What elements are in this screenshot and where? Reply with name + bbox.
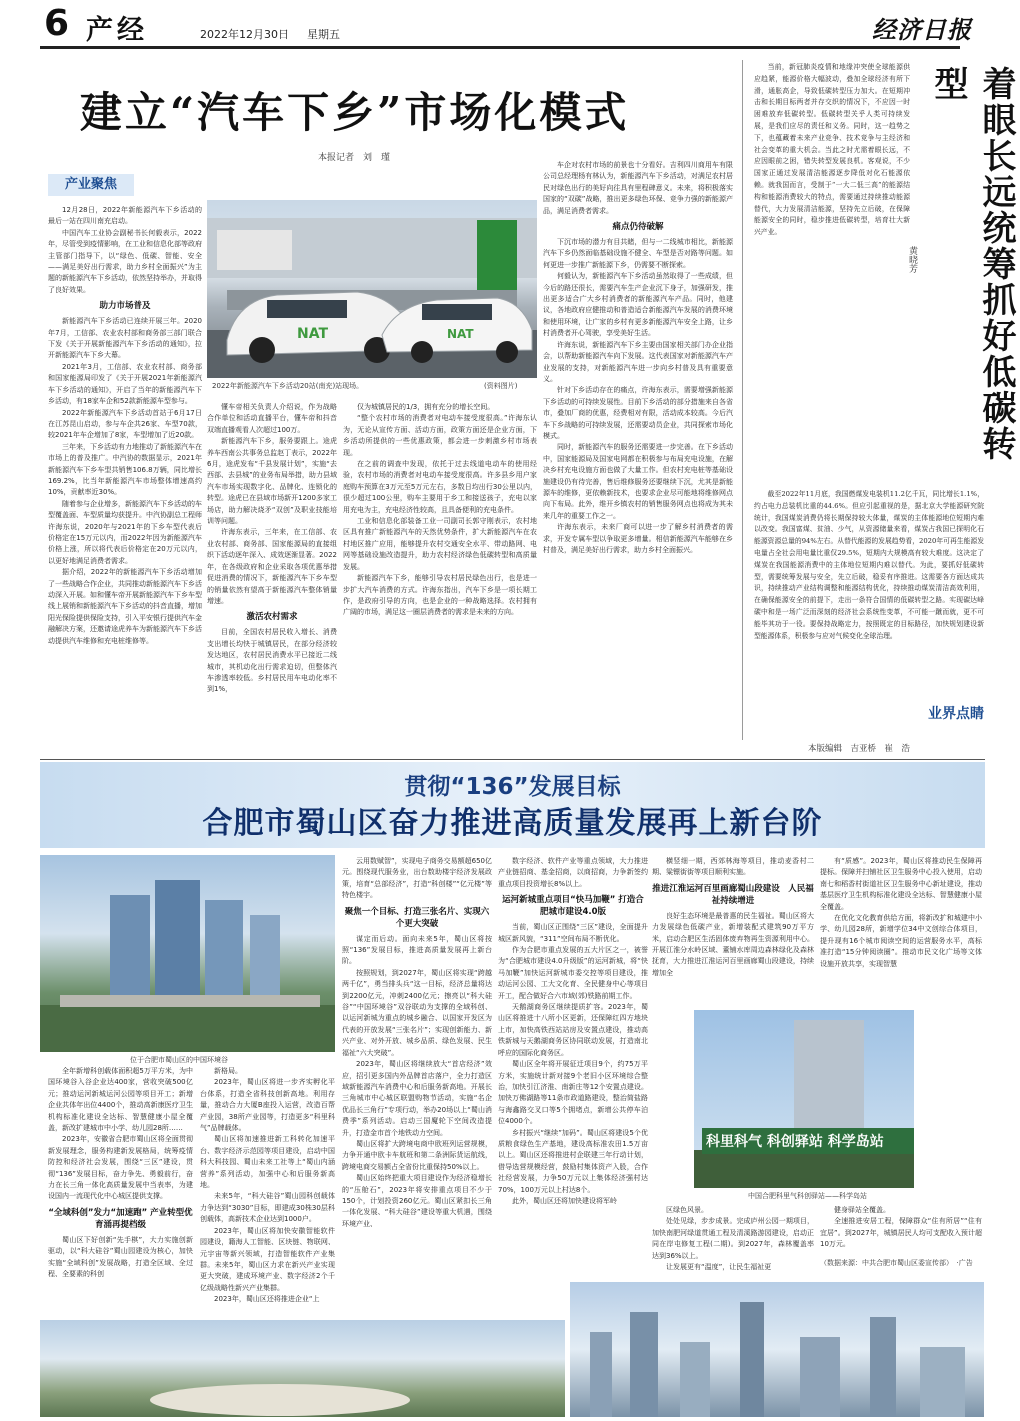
park-illustration [40,1320,565,1417]
article-paragraph: 乡村振兴“继续”加码”。蜀山区将建设5个优质粮食绿色生产基地，建设高标准农田1.5万亩以上。蜀山区还将推进村企联建三年行动计划，借导选营规模经营，鼓励村集体资产入股，合作社经营发展，力争50万元以上集体经济强村达70%，100万元以上村达8个。 [498,1128,648,1194]
article-paragraph: 2023年，安徽省合肥市蜀山区将全面贯彻新发展理念，服务构建新发展格局，统筹疫情防控和经济社会发展，围绕“三区”建设，贯彻“136”发展目标，奋力争先、勇毅前行，奋力在长三角一体化高质量发展中当表率，为建设国内一流现代化中心城区提供支撑。 [48,1135,193,1201]
article-subheading: “全域科创”发力“加速跑” 产业转型优育涌再提档级 [48,1207,193,1230]
article-paragraph: 同时，新能源汽车的服务还需要进一步完善。在下乡活动中，国家能源局及国家电网都在积极参与布局充电设施，在解决乡村充电设施方面也做了大量工作。但农村充电桩等基础设施建设仍有待完善，售后维修服务还要继续下沉，尤其是新能源车的维修，更依赖新技术，也要求企业尽可能地将维修网点向下布局。此外，维开乡镇农村的销售服务网点也将成为其未来几年的重要工作之一。 [543,443,733,520]
science-island-caption: 中国合肥科里气科创驿站——科学岛站 [748,1192,867,1200]
ad-col-2 [200,1066,335,1318]
article-paragraph: 2023年，蜀山区将加快安徽智能软件园建设，籍海人工智能、区块链、物联网、元宇宙等新兴领域，打造智能软件产业集群。未来5年，蜀山区力求在新兴产业实现更大突破，建成环境产业、数字经济2个千亿级战略性新兴产业集群。 [200,1226,335,1292]
article-paragraph: 12月28日，2022年新能源汽车下乡活动的最后一站在四川南充启动。 [48,206,202,226]
lead-col-4 [543,160,733,755]
article-paragraph: 新能源汽车下乡，服务要跟上。途虎养车西南公共事务总监赵丁表示，2022年6月，途虎发布“千县发展计划”，实施“去西部、去县城”的业务布局举措，助力县域汽车市场实现数字化、品牌化、连锁化的转型。途虎已在县域市场新开1200多家工场店，助力解决烧矛“双创”及职业技能培训等问题。 [207,437,337,526]
section-name: 产经 [86,15,148,46]
article-paragraph: 仅为城镇居民的1/3，拥有充分的增长空间。 [357,403,495,411]
article-paragraph: 当前，蜀山区正围绕“三区”建设，全面提升城区新风貌，“311”空间布局不断优化。 [498,923,648,943]
article-paragraph: 2023年，蜀山区还将推进企业“上 [214,1295,320,1304]
article-paragraph: 横竖细一期，西郊林海等项目，推动麦香村二期、粱镖街街等项目顺利实施。 [652,857,814,877]
article-paragraph: 随着参与企业增多，新能源汽车下乡活动的车型覆盖面、车型质量均获提升。中汽协副总工程师许海东说，2020年与2021年的下乡车型代表后价格定在15万元以内，而2022年因为新能源汽车价格上涨，所以将代表后价格定在20万元以内，以更好地满足消费者需求。 [48,499,202,565]
article-paragraph: 何毅认为，新能源汽车下乡活动虽然取得了一些成绩，但今后的路还很长，需要汽车生产企业沉下身子，加强研发，推出更多适合广大乡村消费者的新能源汽车产品。同时，他建议，各地政府应健推动和普造适合新能源汽车发展的消费环境和使用环境，让广家的乡村有更多新能源汽车安全上路，让乡村消费者开心驾驶，享受美好生活。 [543,272,733,338]
environment-valley-caption: 位于合肥市蜀山区的中国环境谷 [130,1056,228,1064]
commentary-bottom-paragraph: 截至2022年11月底，我国燃煤发电装机11.2亿千瓦，同比增长1.1%，约占电力总装机比重的44.6%。但应引起重视的是，据北京大学能源研究院统计，我国煤炭消费仍将长期保持较大体量，煤炭的主体能源地位短期内难以改变。我国富煤、贫油、少气，从资源储量来看，煤炭占我国已探明化石能源资源总量的94%左右。从替代能源的发展趋势看，2020年可再生能源发电量占全社会用电量比重仅29.5%，短期内大规模高有较大难度。这决定了煤炭在我国能源消费中的主体地位短期内难以替代。为此，要抓好低碳转型，需要统筹发展与安全，先立后破，稳妥有序推进。这需要各方面达成共识，持续推动产业结构调整和能源结构优化，持续推动煤炭清洁高效利用，在确保能源安全的前提下，走出一条符合国情的低碳转型之路。实现碳达峰碳中和是一场广泛而深刻的经济社会系统性变革，不可能一蹴而就，更不可能毕其功于一役。要保持战略定力，按照既定的目标路径，加快规划建设新型能源体系，积极参与应对气候变化全球治理。 [754,490,984,640]
ad-col-4 [498,856,648,1318]
ev-cars-illustration [207,200,537,378]
article-paragraph: 谋定而后动。面向未来5年，蜀山区将按照“136”发展目标，推进高质量发展再上新台阶。 [342,934,492,966]
lead-photo-credit: (资料图片) [484,382,518,390]
article-subheading: 运河新城重点项目“快马加鞭” 打造合肥城市建设4.0版 [502,895,644,918]
article-paragraph: 此外，蜀山区还将加快建设将军岭 [512,1196,617,1205]
ad-banner [40,762,985,848]
column-divider [742,60,743,740]
section-rule [40,759,985,760]
article-paragraph: 良好生态环境是最普惠的民生福祉。蜀山区将大力发展绿色低碳产业，新增装配式建筑90万平方米，启动合肥区生活固体废弃物再生资源利用中心。开展江淮分水岭区域、董铺水库周边森林绿化及森林抚育，大力推进江淮运河百里画廊蜀山段建设，持续增加全 [652,911,814,977]
article-paragraph: 下沉市场的潜力有目共睹，但与一二线城市相比，新能源汽车下乡仍然面临基础设施不健全、车型是否对路等问题。如何更进一步推广新能源下乡，仍需要不断探索。 [543,238,733,269]
article-paragraph: 许海东表示，未来厂商可以进一步了解乡村消费者的需求，开发专属车型以争取更多增量。相信新能源汽车能够在乡村普及，满足美好出行需求，助力乡村全面振兴。 [543,523,733,554]
lead-col-1 [48,205,202,755]
article-paragraph: 在优化文化教育供给方面，将新改扩和城建中小学、幼儿园28所，新增学位34中文创综合体项目，提升现有16个城市阅读空间的运营服务水平，高标准打造“15分钟阅读圈”。推动市民文化广场等文体设施开放共享，实现智慧 [820,914,982,968]
lead-photo [207,200,537,378]
article-paragraph: 2023年，蜀山区将继续放大“首店经济”效应，招引更多国内外品牌首店落户，全力打造区域新能源汽车消费中心和后服务新高地。开展长三角城市中心城区联盟购物节活动，实施“名企优品长三角行”专项行动，举办20场以上“蜀山消费季”系列活动。启动三国魔轮下空间改造提升，打造金市首个地铁动力空间。 [342,1060,492,1137]
ad-col-7 [652,1205,814,1280]
article-paragraph: 2021年3月，工信部、农业农村部、商务部和国家能源局印发了《关于开展2021年新能源汽车下乡活动的通知》，开启了当年的新能源汽车下乡活动，有18家车企和52款新能源车型参与。 [48,362,202,406]
article-paragraph: 目前，全国农村居民收入增长、消费支出增长均快于城镇居民，在部分经济较发达地区，农村居民消费水平已接近二线城市，其机动化出行需求迫切，但整体汽车渗透率较低。乡村居民用车电动化率不到1%， [207,628,337,694]
editor-line: 本版编辑 吉亚桥 崔 浩 [808,744,911,754]
page-number: 6 [44,3,70,44]
article-paragraph: 蜀山区将加速推进新工科转化加速平台、数字经济示范园等项目建设，启动中国科大科技园、蜀山未来工社等上“蜀山内涵营养”系列活动，加强中心和后服务新高地。 [200,1135,335,1190]
ad-col-8 [820,1205,982,1255]
lead-photo-caption: 2022年新能源汽车下乡活动20站(南充)站现场。 [212,382,364,390]
lead-col-2 [207,402,337,755]
article-paragraph: 全速推进安居工程，保障群众“住有所居”“住有宜居”。到2027年，城镇居民人均可支配收入预计超10万元。 [820,1217,982,1249]
ad-col-1 [48,1066,193,1318]
lead-byline: 本报记者 刘 瑾 [318,153,391,163]
article-paragraph: 据介绍，2022年的新能源汽车下乡活动增加了一些战略合作企业，共同推动新能源汽车下乡活动深入开展。如和懂车帝开展新能源汽车下乡车型线上展销和新能源汽车下乡活动的抖音直播，增加阳光保险提供保险支持，引入平安银行提供汽车金融解决方案，还邀请途虎养车为新能源汽车下乡活动提供汽车维修和充电桩维修等。 [48,568,202,645]
article-paragraph: 新能源汽车下乡活动已连续开展三年。2020年7月，工信部、农业农村部和商务部三部门联合下发《关于开展新能源汽车下乡活动的通知》，拉开新能源汽车下乡大幕。 [48,317,202,360]
article-subheading: 痛点仍待破解 [612,222,664,233]
article-paragraph: 作为合肥市重点发展的五大片区之一，被誉为“合肥城市建设4.0升级版”的运河新城，将“快马加鞭”加快运河新城市委交控等项目建设，推动运河公园、工大文化育、全民健身中心等项目开工，配合做好合六市域(郊)铁路前期工作。 [498,946,648,1000]
commentary-headline-text: 着眼长远统筹抓好低碳转型 [928,66,1016,462]
article-paragraph: “整个农村市场的消费者对电动车接受度很高。”许海东认为，无论从宣传方面、活动方面，政策方面还是企业方面，下乡活动所提供的一些优惠政策，都会进一步刺激乡村市场表现。 [343,414,537,457]
commentary-top-paragraph: 当前，新冠肺炎疫情和地缘冲突使全球能源供应趋紧，能源价格大幅波动，叠加全球经济有所下滑，通胀高企，导致低碳转型压力加大。在短期冲击和长期目标两者并存交织的情况下，不应因一时困难放弃低碳转型。低碳转型关乎人类可持续发展，是我们应尽的责任和义务。同时，这一趋势之下，也蕴藏着未来产业竞争、技术竞争与主经济和社会变革的重大机会。当此之时尤需着眼长远，不应因眼前之困，错失转型发展良机。客观说，不少国家正通过发展清洁能源逐步降低对化石能源依赖。就我国而言，受制于“一大二低三高”的能源结构和能源消费较大的特点，需要通过持续推动能源替代，大力发展清洁能源，坚持先立后破，在保障能源安全的同时，稳步推进低碳转型，培育壮大新兴产业。 [754,63,910,237]
lead-headline: 建立“汽车下乡”市场化模式 [80,88,630,137]
article-subheading: 推进江淮运河百里画廊蜀山段建设 人民福祉持续增进 [652,883,814,906]
commentary-tag: 业界点睛 [896,703,984,721]
station-billboard: 科里科气 科创驿站 科学岛站 [702,1128,914,1154]
article-paragraph: 区绿色风景。 [666,1206,708,1214]
article-paragraph: 蜀山区始终把重大项目建设作为经济稳增长的“压舱石”，2023年将安排重点项目不少于150个，计划投资260亿元。蜀山区紧扣长三角一体化发展、“科大硅谷”建设等重大机遇，围绕环境产业、 [342,1174,492,1228]
article-paragraph: 处处见绿，步步成景。完成庐州公园一期项目，加快南肥河绿道贯通工程及清溪路游园建设，启动正同在岸屯修复工程(二期)。到2027年，森林覆盖率达到36%以上。 [652,1217,814,1260]
article-paragraph: 健身驿站全覆盖。 [834,1206,890,1214]
article-subheading: 激活农村需求 [246,612,298,623]
article-paragraph: 蜀山区将扩大跨境电商中欧班列运营规模，力争开通中欧卡车航班和第二条洲际货运航线，跨境电商交易额占全省份比重保持50%以上。 [342,1139,492,1171]
article-paragraph: 新能源汽车下乡，能够引导农村居民绿色出行，也是进一步扩大汽车消费的方式。许海东指出，汽车下乡是一项长期工作，是政府引导的方向，也是企业的一种战略选择。农村拥有广阔的市场，满足这一圈层消费者的需求是未来的方向。 [343,574,537,617]
paper-logo: 经济日报 [872,15,972,44]
ad-col-6 [820,856,982,1006]
article-paragraph: 懂车帝相关负责人介绍说，作为战略合作单位和活动直播平台，懂车帝和抖音双端直播观看人次超过100万。 [207,403,337,434]
commentary-author: 黄晓芳 [907,246,917,273]
article-paragraph: 针对下乡活动存在的痛点，许海东表示，需要增强新能源下乡活动的可持续发展性。目前下乡活动的部分措施来自各省市，叠加厂商的优惠，经费相对有限，活动成本较高。今后汽车下乡战略的可持续发展，还需要动员企业，共同探索市场化模式。 [543,386,733,440]
article-paragraph: 许海东说，新能源汽车下乡主要由国家相关部门办企业指会，以帮助新能源汽车向下发展。这代表国家对新能源汽车产业发展的支持，对新能源汽车进一步向乡村普及具有重要意义。 [543,340,733,383]
article-paragraph: 在之前的调查中发现，依托于过去线道电动车的使用经验，农村市场的消费者对电动车接受度很高。许多县乡用户家庭购车预算在3万元至5万元左右，多数日均出行30公里以内，很少超过100公里，购车主要用于乡工和接送孩子，充电以家用充电为主，充电经济性较高，且具备便利的充电条件。 [343,460,537,514]
article-paragraph: 让发展更有“温度”，让民生福祉更 [666,1263,772,1272]
aerial-park-photo [40,1320,565,1417]
issue-weekday: 星期五 [307,28,340,41]
article-paragraph: 按照规划，到2027年，蜀山区将实现“跨越两千亿”，勇当排头兵“这一目标，经济总量将达到2200亿元，冲刺2400亿元；擦亮以“科大硅谷”“中国环境谷”双谷联动为支撑的全域科创、以运河新城为重点的城乡融合、以国家开发区为代表的开放发展“三张名片”；实现创新能力、新兴产业、对外开放、城乡品质、绿色发展、民生福祉“六大突破”。 [342,968,492,1057]
svg-text:NAT: NAT [447,327,474,341]
ad-col-3 [342,856,492,1318]
article-paragraph: 中国汽车工业协会副秘书长何毅表示，2022年，尽管受到疫情影响，在工业和信息化部等政府主管部门指导下，以“绿色、低碳、智能、安全——满足美好出行需求，助力乡村全面振兴”为主题的新能源汽车下乡活动，依然坚持举办，并取得了良好效果。 [48,228,202,294]
science-island-photo [694,1010,914,1188]
article-paragraph: 有“质感”。2023年，蜀山区将推动民生保障再提标。保障并扫铺社区卫生服务中心投入使用，启动南七和稻香村街道社区卫生服务中心新址建设，推动基层医疗卫生机构标准化建设全达标、智慧健康小屋全覆盖。 [820,857,982,911]
ad-headline: 合肥市蜀山区奋力推进高质量发展再上新台阶 [202,806,823,841]
masthead [0,0,1000,50]
article-paragraph: 蜀山区全年将开展征迁项目9个，约75万平方米，实施统计新对接9个老旧小区环境综合整治，加快引江济淮、南新庄等12个安置点建设。加快万佛湖路等11条市政道路建设，整治简盐路与海鑫路交叉口等5个拥堵点，新增公共停车泊位4000个。 [498,1060,648,1126]
article-paragraph: 云用数赋智”，实现电子商务交易额超650亿元。围绕现代服务业，出台数助楼宇经济发展政策，培育“总部经济”，打造“科创楼”“亿元楼”等特色楼宇。 [342,857,492,900]
article-paragraph: 三年来，下乡活动有力地推动了新能源汽车在市场上的普及推广。中汽协的数据显示，2021年新能源汽车下乡车型共销售106.8万辆，同比增长169.2%，比当年新能源汽车市场整体增速高约10%，贡献率近30%。 [48,442,202,497]
article-paragraph: 天鹅湖商务区继续提质扩容。2023年，蜀山区将推进十八所小区更新，还保障红四方地块上市，加快高铁西站站房及安置点建设，推动高铁新城与天鹅湖商务区协同联动发展，打造南北呼应的国际化商务区。 [498,1003,648,1057]
lead-col-3 [343,402,537,755]
article-paragraph: 许海东表示，三年来，在工信部、农业农村部、商务部、国家能源局的直接组织下活动逐年深入、成效逐渐显著。2022年，在各级政府和企业采取各项优惠举措促进消费的情况下，新能源汽车下乡车型的销量依然有望高于新能源汽车整体销量增速。 [207,528,337,605]
article-paragraph: 2022年新能源汽车下乡活动首站于6月17日在江苏昆山启动，参与车企共26家、车型70款，较2021年车企增加了8家，车型增加了近20款。 [48,408,202,440]
article-paragraph: 新格局。 [214,1067,242,1075]
article-paragraph: 车企对农村市场的前景也十分看好。吉利四川商用车有限公司总经理杨有林认为，新能源汽车下乡活动，对满足农村居民对绿色出行的美好向往具有里程碑意义。未来，将积极落实国家的“双碳”战略，推出更多绿色环保、竞争力强的新能源产品，满足消费者需求。 [543,161,733,215]
office-towers-illustration [40,855,335,1052]
environment-valley-photo [40,855,335,1052]
commentary-bottom-text [754,489,984,721]
innovation-station-illustration [694,1010,914,1188]
commentary-top-text [754,62,910,487]
masthead-rule [40,46,960,49]
ad-signoff: （数据来源：中共合肥市蜀山区委宣传部） ·广告 [820,1259,973,1267]
svg-text:NAT: NAT [297,326,329,342]
lead-tag: 产业聚焦 [48,174,134,196]
commentary-headline [924,66,1016,466]
article-paragraph: 数字经济、软件产业等重点领域，大力推进产业链招商、基金招商，以商招商，力争新签约重点项目投资增长8%以上。 [498,857,648,888]
article-subheading: 聚焦一个目标、打造三张名片、实现六个更大突破 [344,906,490,929]
article-paragraph: 工业和信息化部装备工业一司副司长郭守刚表示，农村地区具有推广新能源汽车的天然优势条件，扩大新能源汽车在农村地区推广应用，能够提升农村交通安全水平、带动路网、电网等基础设施改造提升，助力农村经济绿色低碳转型和高质量发展。 [343,517,537,571]
article-paragraph: 2023年，蜀山区将进一步齐实孵化平台体系，打造全省科技创新高地。利用存量，推动合力大厦B座投入运营，改造百帮产业园，38所产业园等，打造更多“科里科气”品牌载体。 [200,1078,335,1133]
article-subheading: 助力市场普及 [99,301,151,312]
issue-date: 2022年12月30日 [200,28,289,41]
article-paragraph: 蜀山区下好创新“先手棋”，大力实施创新驱动，以“科大硅谷”蜀山园建设为核心，加快实施“全域科创”发展战略，打造全区域、全过程、全要素的科创 [48,1235,193,1279]
ad-kicker: 贯彻“136”发展目标 [404,774,621,800]
article-paragraph: 未来5年，“科大硅谷”蜀山园科创载体力争达到“3030”目标，即建成30株30层科创载体，高新技术企业达到1000户。 [200,1192,335,1224]
ad-col-5 [652,856,814,1006]
article-paragraph: 全年新增科创载体面积超5万平方米，为中国环境谷入谷企业达400家，营收突破500亿元；推动运河新城运河公园等项目开工；新增企业共体年出位4400个，推动高新康医疗卫生机构标准化建设全达标、智慧健康小屋全覆盖，新改扩建城市中小学、幼儿园28所…… [48,1067,193,1133]
